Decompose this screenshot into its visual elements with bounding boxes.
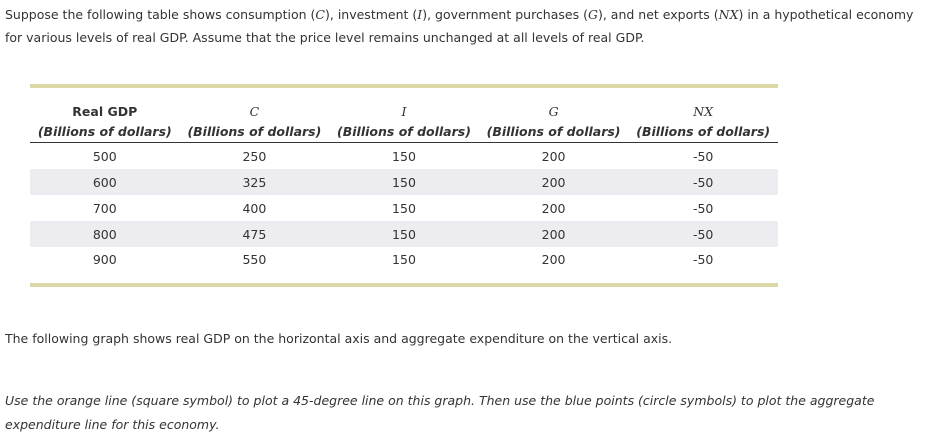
cell-real-gdp: 700 xyxy=(92,200,117,216)
table-row xyxy=(30,143,778,170)
cell-nx: -50 xyxy=(692,148,714,164)
table-row xyxy=(30,247,778,272)
cell-i: 150 xyxy=(392,252,416,267)
table-bottom-space xyxy=(30,272,778,283)
cell-c: 400 xyxy=(242,200,267,216)
cell-g: 200 xyxy=(479,221,629,247)
cell-g: 200 xyxy=(541,200,566,216)
intro-text-3: ), government purchases ( xyxy=(422,7,588,22)
cell-i: 150 xyxy=(392,200,416,216)
header-unit-real-gdp: (Billions of dollars) xyxy=(30,120,180,143)
cell-nx: -50 xyxy=(692,252,714,267)
table-row xyxy=(30,221,778,247)
symbol-c: C xyxy=(315,7,325,22)
intro-text-5: ) in a hypothetical economy for various levels of real GDP. Assume that the price level remains unchanged at all levels of real GDP. xyxy=(5,7,914,45)
header-unit-g: (Billions of dollars) xyxy=(479,120,629,143)
cell-g: 200 xyxy=(479,169,629,195)
cell-c: 475 xyxy=(180,221,330,247)
data-table xyxy=(30,88,778,272)
symbol-i: I xyxy=(417,7,423,22)
header-i: I xyxy=(401,104,407,119)
symbol-g: G xyxy=(587,7,598,22)
intro-text-2: ), investment ( xyxy=(325,7,418,22)
header-g: G xyxy=(548,104,559,119)
cell-nx: -50 xyxy=(692,200,714,216)
header-real-gdp: Real GDP xyxy=(72,104,138,119)
cell-real-gdp: 600 xyxy=(30,169,180,195)
cell-i: 150 xyxy=(392,148,416,164)
cell-c: 250 xyxy=(242,148,267,164)
cell-real-gdp: 900 xyxy=(92,252,117,267)
intro-paragraph xyxy=(5,3,920,49)
intro-text-1: Suppose the following table shows consumption ( xyxy=(5,7,316,22)
table-row xyxy=(30,169,778,195)
instruction-text: Use the orange line (square symbol) to plot a 45-degree line on this graph. Then use the blue points (circle symbols) to plot the aggregate expenditure line for this economy. xyxy=(5,393,875,432)
header-unit-i: (Billions of dollars) xyxy=(329,120,479,143)
header-unit-c: (Billions of dollars) xyxy=(180,120,330,143)
header-unit-nx: (Billions of dollars) xyxy=(628,120,778,143)
symbol-nx: NX xyxy=(718,7,739,22)
cell-nx: -50 xyxy=(628,221,778,247)
cell-nx: -50 xyxy=(628,169,778,195)
intro-text-4: ), and net exports ( xyxy=(597,7,719,22)
cell-c: 325 xyxy=(180,169,330,195)
graph-description: The following graph shows real GDP on the horizontal axis and aggregate expenditure on the vertical axis. xyxy=(5,331,673,346)
cell-c: 550 xyxy=(242,252,267,267)
cell-i: 150 xyxy=(329,169,479,195)
cell-i: 150 xyxy=(329,221,479,247)
cell-g: 200 xyxy=(541,148,566,164)
cell-real-gdp: 500 xyxy=(92,148,117,164)
table-row xyxy=(30,195,778,221)
cell-g: 200 xyxy=(541,252,566,267)
expenditure-table xyxy=(30,84,778,287)
table-bottom-rule xyxy=(30,283,778,287)
header-c: C xyxy=(249,104,260,119)
cell-real-gdp: 800 xyxy=(30,221,180,247)
header-nx: NX xyxy=(693,104,714,119)
